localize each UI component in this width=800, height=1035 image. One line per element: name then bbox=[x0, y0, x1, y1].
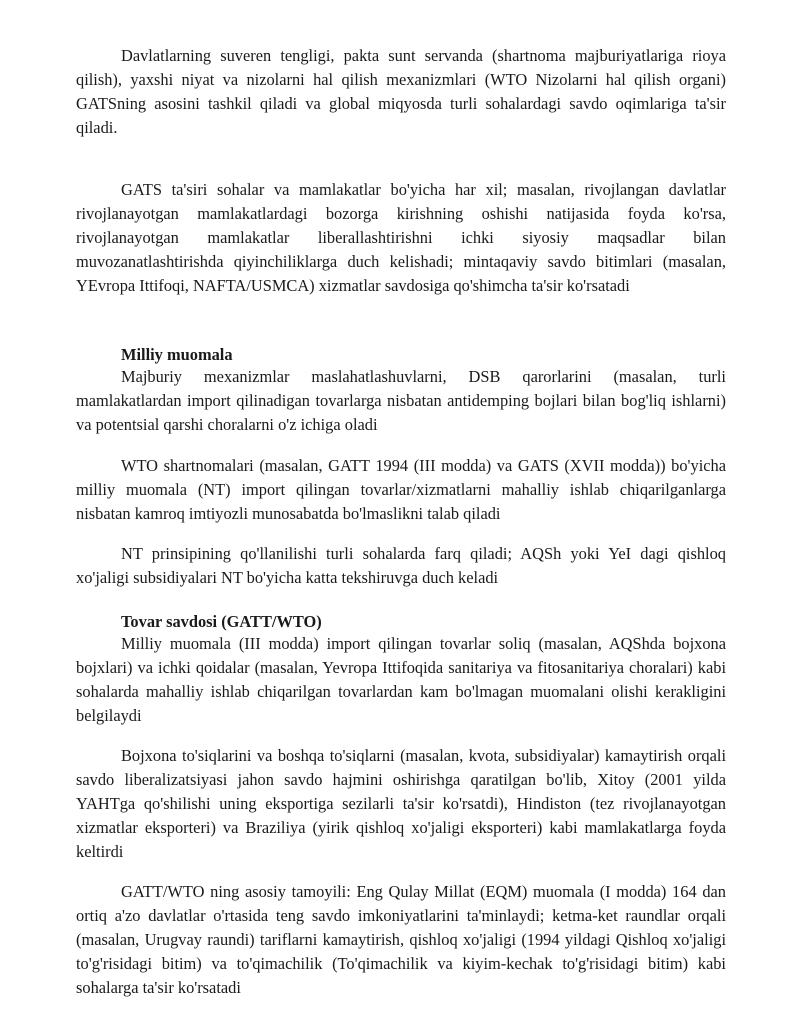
paragraph-gats-impact: GATS ta'siri sohalar va mamlakatlar bo'yicha har xil; masalan, rivojlangan davlatlar rivojlanayotgan mamlakatlardagi bozorga kirishning oshishi natijasida foyda ko'rsa, rivojlanayotgan mamlakatlar liberallashtirishni ichki siyosiy maqsadlar bilan muvozanatlashtirishda qiyinchiliklarga duch kelishadi; mintaqaviy savdo bitimlari (masalan, YEvropa Ittifoqi, NAFTA/USMCA) xizmatlar savdosiga qo'shimcha ta'sir ko'rsatadi bbox=[76, 180, 726, 295]
paragraph-gats-basis: Davlatlarning suveren tengligi, pakta sunt servanda (shartnoma majburiyatlariga rioya qilish), yaxshi niyat va nizolarni hal qilish mexanizmlari (WTO Nizolarni hal qilish organi) GATSning asosini tashkil qiladi va global miqyosda turli sohalardagi savdo oqimlariga ta'sir qiladi. bbox=[76, 46, 726, 137]
paragraph-trade-liberalization: Bojxona to'siqlarini va boshqa to'siqlarni (masalan, kvota, subsidiyalar) kamaytirish orqali savdo liberalizatsiyasi jahon savdo hajmini oshirishga qaratilgan bo'lib, Xitoy (2001 yilda YAHTga qo'shilishi uning eksportiga sezilarli ta'sir ko'rsatdi), Hindiston (tez rivojlanayotgan xizmatlar eksporteri) va Braziliya (yirik qishloq xo'jaligi eksporteri) kabi mamlakatlarga foyda keltirdi bbox=[76, 746, 726, 861]
heading-milliy-muomala: Milliy muomala bbox=[121, 345, 233, 364]
heading-tovar-savdosi: Tovar savdosi (GATT/WTO) bbox=[121, 612, 322, 631]
paragraph-article-iii: Milliy muomala (III modda) import qilingan tovarlar soliq (masalan, AQShda bojxona bojxlari) va ichki qoidalar (masalan, Yevropa Ittifoqida sanitariya va fitosanitariya choralari) kabi sohalarda mahalliy ishlab chiqarilgan tovarlardan kam bo'lmagan muomalani olishi kerakligini belgilaydi bbox=[76, 634, 726, 725]
paragraph-nt-application: NT prinsipining qo'llanilishi turli sohalarda farq qiladi; AQSh yoki YeI dagi qishloq xo'jaligi subsidiyalari NT bo'yicha katta tekshiruvga duch keladi bbox=[76, 544, 726, 587]
paragraph-enforcement-mechanisms: Majburiy mexanizmlar maslahatlashuvlarni, DSB qarorlarini (masalan, turli mamlakatlardan import qilinadigan tovarlarga nisbatan antidemping bojlari bilan bog'liq ishlarni) va potentsial qarshi choralarni o'z ichiga oladi bbox=[76, 367, 726, 434]
paragraph-national-treatment: WTO shartnomalari (masalan, GATT 1994 (III modda) va GATS (XVII modda)) bo'yicha milliy muomala (NT) import qilingan tovarlar/xizmatlarni mahalliy ishlab chiqarilganlarga nisbatan kamroq imtiyozli munosabatda bo'lmaslikni talab qiladi bbox=[76, 456, 726, 523]
paragraph-mfn-principle: GATT/WTO ning asosiy tamoyili: Eng Qulay Millat (EQM) muomala (I modda) 164 dan ortiq a'zo davlatlar o'rtasida teng savdo imkoniyatlarini ta'minlaydi; ketma-ket raundlar orqali (masalan, Urugvay raundi) tariflarni kamaytirish, qishloq xo'jaligi (1994 yildagi Qishloq xo'jaligi to'g'risidagi bitim) va to'qimachilik (To'qimachilik va kiyim-kechak to'g'risidagi bitim) kabi sohalarga ta'sir ko'rsatadi bbox=[76, 882, 726, 997]
